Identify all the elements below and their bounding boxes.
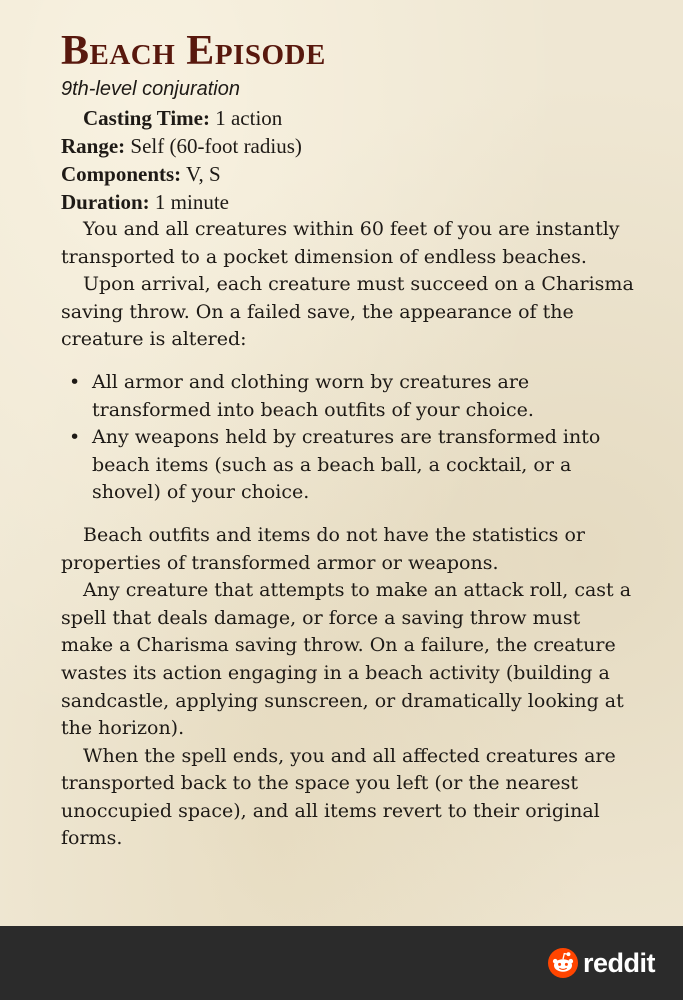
list-item bbox=[61, 369, 636, 424]
duration-line bbox=[61, 188, 636, 216]
reddit-brand bbox=[548, 948, 655, 978]
bullet-icon: • bbox=[69, 370, 81, 393]
description-paragraph: Upon arrival, each creature must succeed on a Charisma saving throw. On a failed save, the appearance of the creature is altered: bbox=[61, 273, 634, 351]
effect-list bbox=[61, 369, 636, 507]
spell-card bbox=[61, 26, 636, 853]
spell-title: Beach Episode bbox=[61, 28, 326, 74]
casting-time-line bbox=[61, 104, 636, 132]
range-label: Range: bbox=[61, 134, 126, 158]
list-item-text: Any weapons held by creatures are transformed into beach items (such as a beach ball, a cocktail, or a shovel) of your choice. bbox=[92, 426, 601, 504]
list-item-text: All armor and clothing worn by creatures are transformed into beach outfits of your choice. bbox=[92, 370, 534, 421]
components-line bbox=[61, 160, 636, 188]
casting-time-label: Casting Time: bbox=[83, 106, 210, 130]
reddit-wordmark: reddit bbox=[582, 948, 655, 978]
components-label: Components: bbox=[61, 162, 182, 186]
description-paragraph: Beach outfits and items do not have the statistics or properties of transformed armor or weapons. bbox=[61, 523, 585, 574]
reddit-logo-icon bbox=[548, 948, 578, 978]
range-value: Self (60-foot radius) bbox=[125, 134, 302, 158]
description-paragraph: You and all creatures within 60 feet of you are instantly transported to a pocket dimension of endless beaches. bbox=[61, 218, 620, 268]
spell-school: 9th-level conjuration bbox=[61, 78, 240, 100]
bullet-icon: • bbox=[69, 426, 81, 449]
watermark-bar bbox=[0, 926, 683, 1000]
description-paragraph: When the spell ends, you and all affected creatures are transported back to the space you left (or the nearest unoccupied space), and all items revert to their original forms. bbox=[61, 744, 616, 850]
duration-value: 1 minute bbox=[149, 190, 229, 214]
description-paragraph: Any creature that attempts to make an attack roll, cast a spell that deals damage, or force a saving throw must make a Charisma saving throw. On a failure, the creature wastes its action engaging in a beach activity (building a sandcastle, applying sunscreen, or dramatically looking at the horizon). bbox=[61, 579, 632, 740]
duration-label: Duration: bbox=[61, 190, 150, 214]
range-line bbox=[61, 132, 636, 160]
list-item bbox=[61, 424, 636, 507]
casting-time-value: 1 action bbox=[209, 106, 283, 130]
components-value: V, S bbox=[181, 162, 221, 186]
